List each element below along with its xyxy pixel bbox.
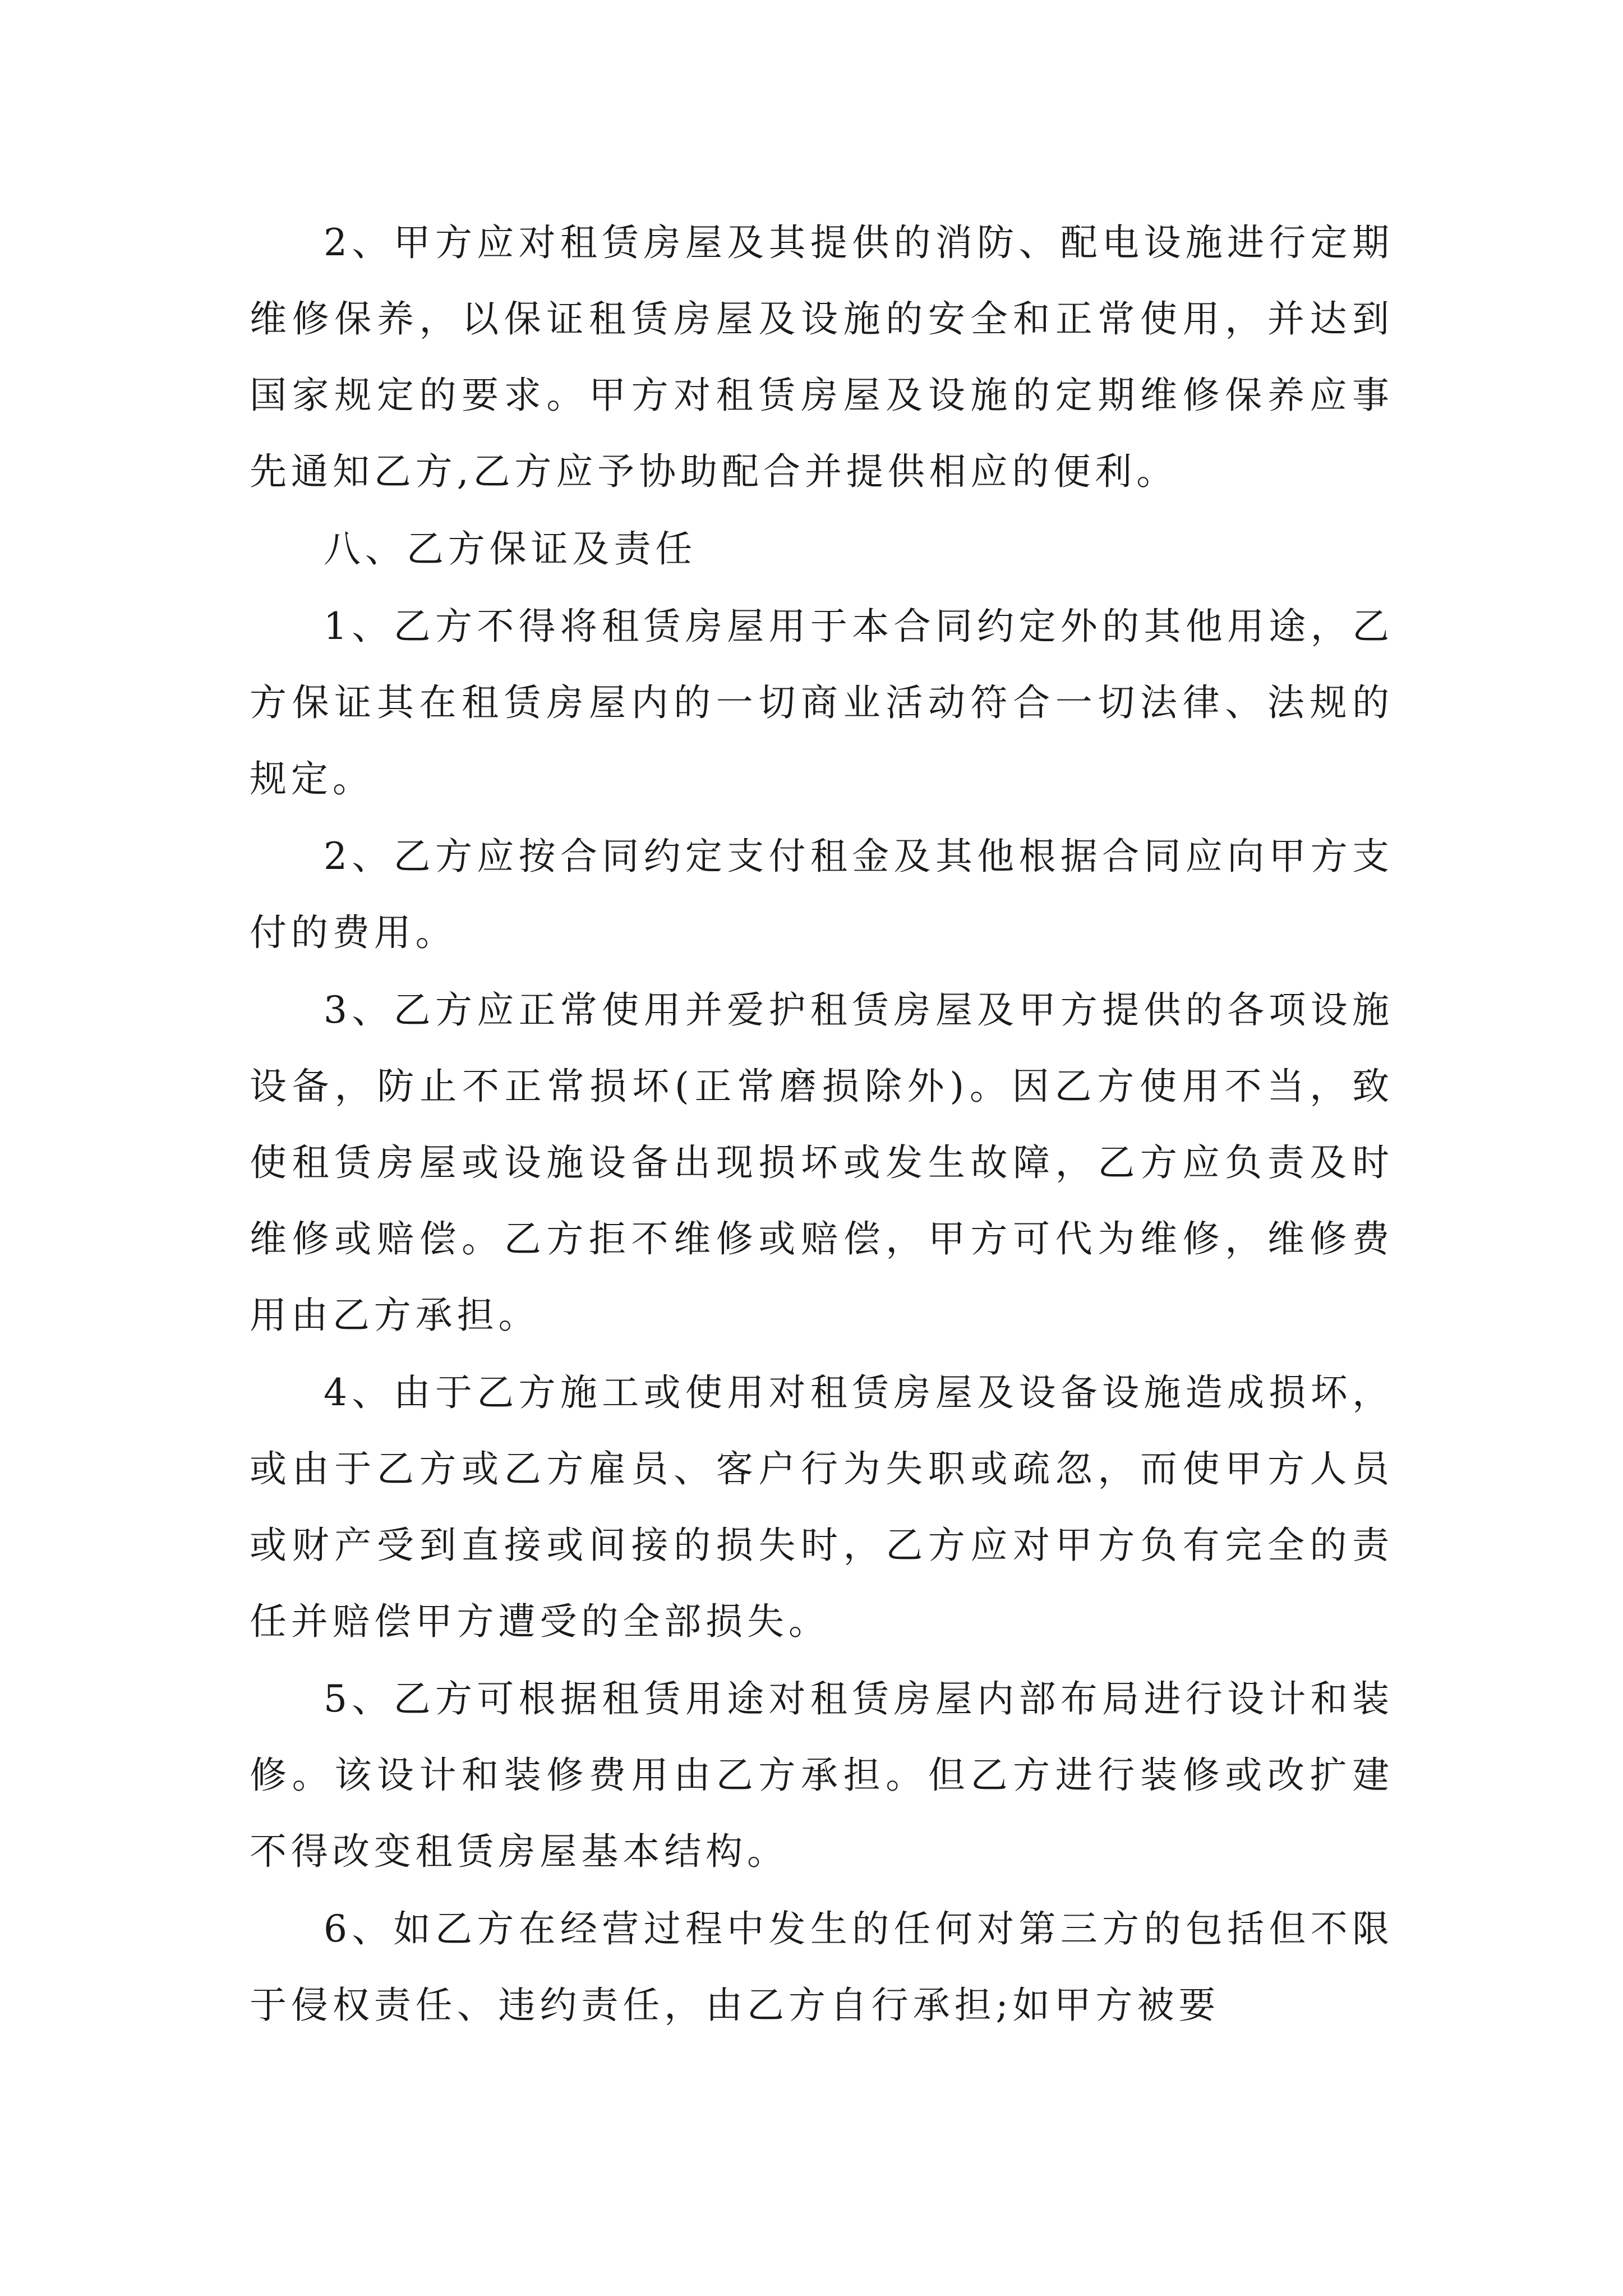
paragraph-clause-8-3: 3、乙方应正常使用并爱护租赁房屋及甲方提供的各项设施设备，防止不正常损坏(正常磨损除外)。因乙方使用不当，致使租赁房屋或设施设备出现损坏或发生故障，乙方应负责及时维修或赔偿。乙方拒不维修或赔偿，甲方可代为维修，维修费用由乙方承担。 <box>250 988 1394 1337</box>
paragraph-clause-8-5: 5、乙方可根据租赁用途对租赁房屋内部布局进行设计和装修。该设计和装修费用由乙方承担。但乙方进行装修或改扩建不得改变租赁房屋基本结构。 <box>250 1677 1394 1873</box>
paragraph-clause-8-1: 1、乙方不得将租赁房屋用于本合同约定外的其他用途，乙方保证其在租赁房屋内的一切商业活动符合一切法律、法规的规定。 <box>250 605 1394 800</box>
contract-body <box>250 205 1394 2044</box>
paragraph-clause-8-6: 6、如乙方在经营过程中发生的任何对第三方的包括但不限于侵权责任、违约责任，由乙方自行承担;如甲方被要 <box>250 1907 1394 2027</box>
section-heading-8: 八、乙方保证及责任 <box>324 527 697 570</box>
paragraph-clause-7-2: 2、甲方应对租赁房屋及其提供的消防、配电设施进行定期维修保养，以保证租赁房屋及设施的安全和正常使用，并达到国家规定的要求。甲方对租赁房屋及设施的定期维修保养应事先通知乙方,乙方应予协助配合并提供相应的便利。 <box>250 221 1394 493</box>
paragraph-clause-8-4: 4、由于乙方施工或使用对租赁房屋及设备设施造成损坏，或由于乙方或乙方雇员、客户行为失职或疏忽，而使甲方人员或财产受到直接或间接的损失时，乙方应对甲方负有完全的责任并赔偿甲方遭受的全部损失。 <box>250 1371 1394 1643</box>
paragraph-clause-8-2: 2、乙方应按合同约定支付租金及其他根据合同应向甲方支付的费用。 <box>250 835 1394 954</box>
